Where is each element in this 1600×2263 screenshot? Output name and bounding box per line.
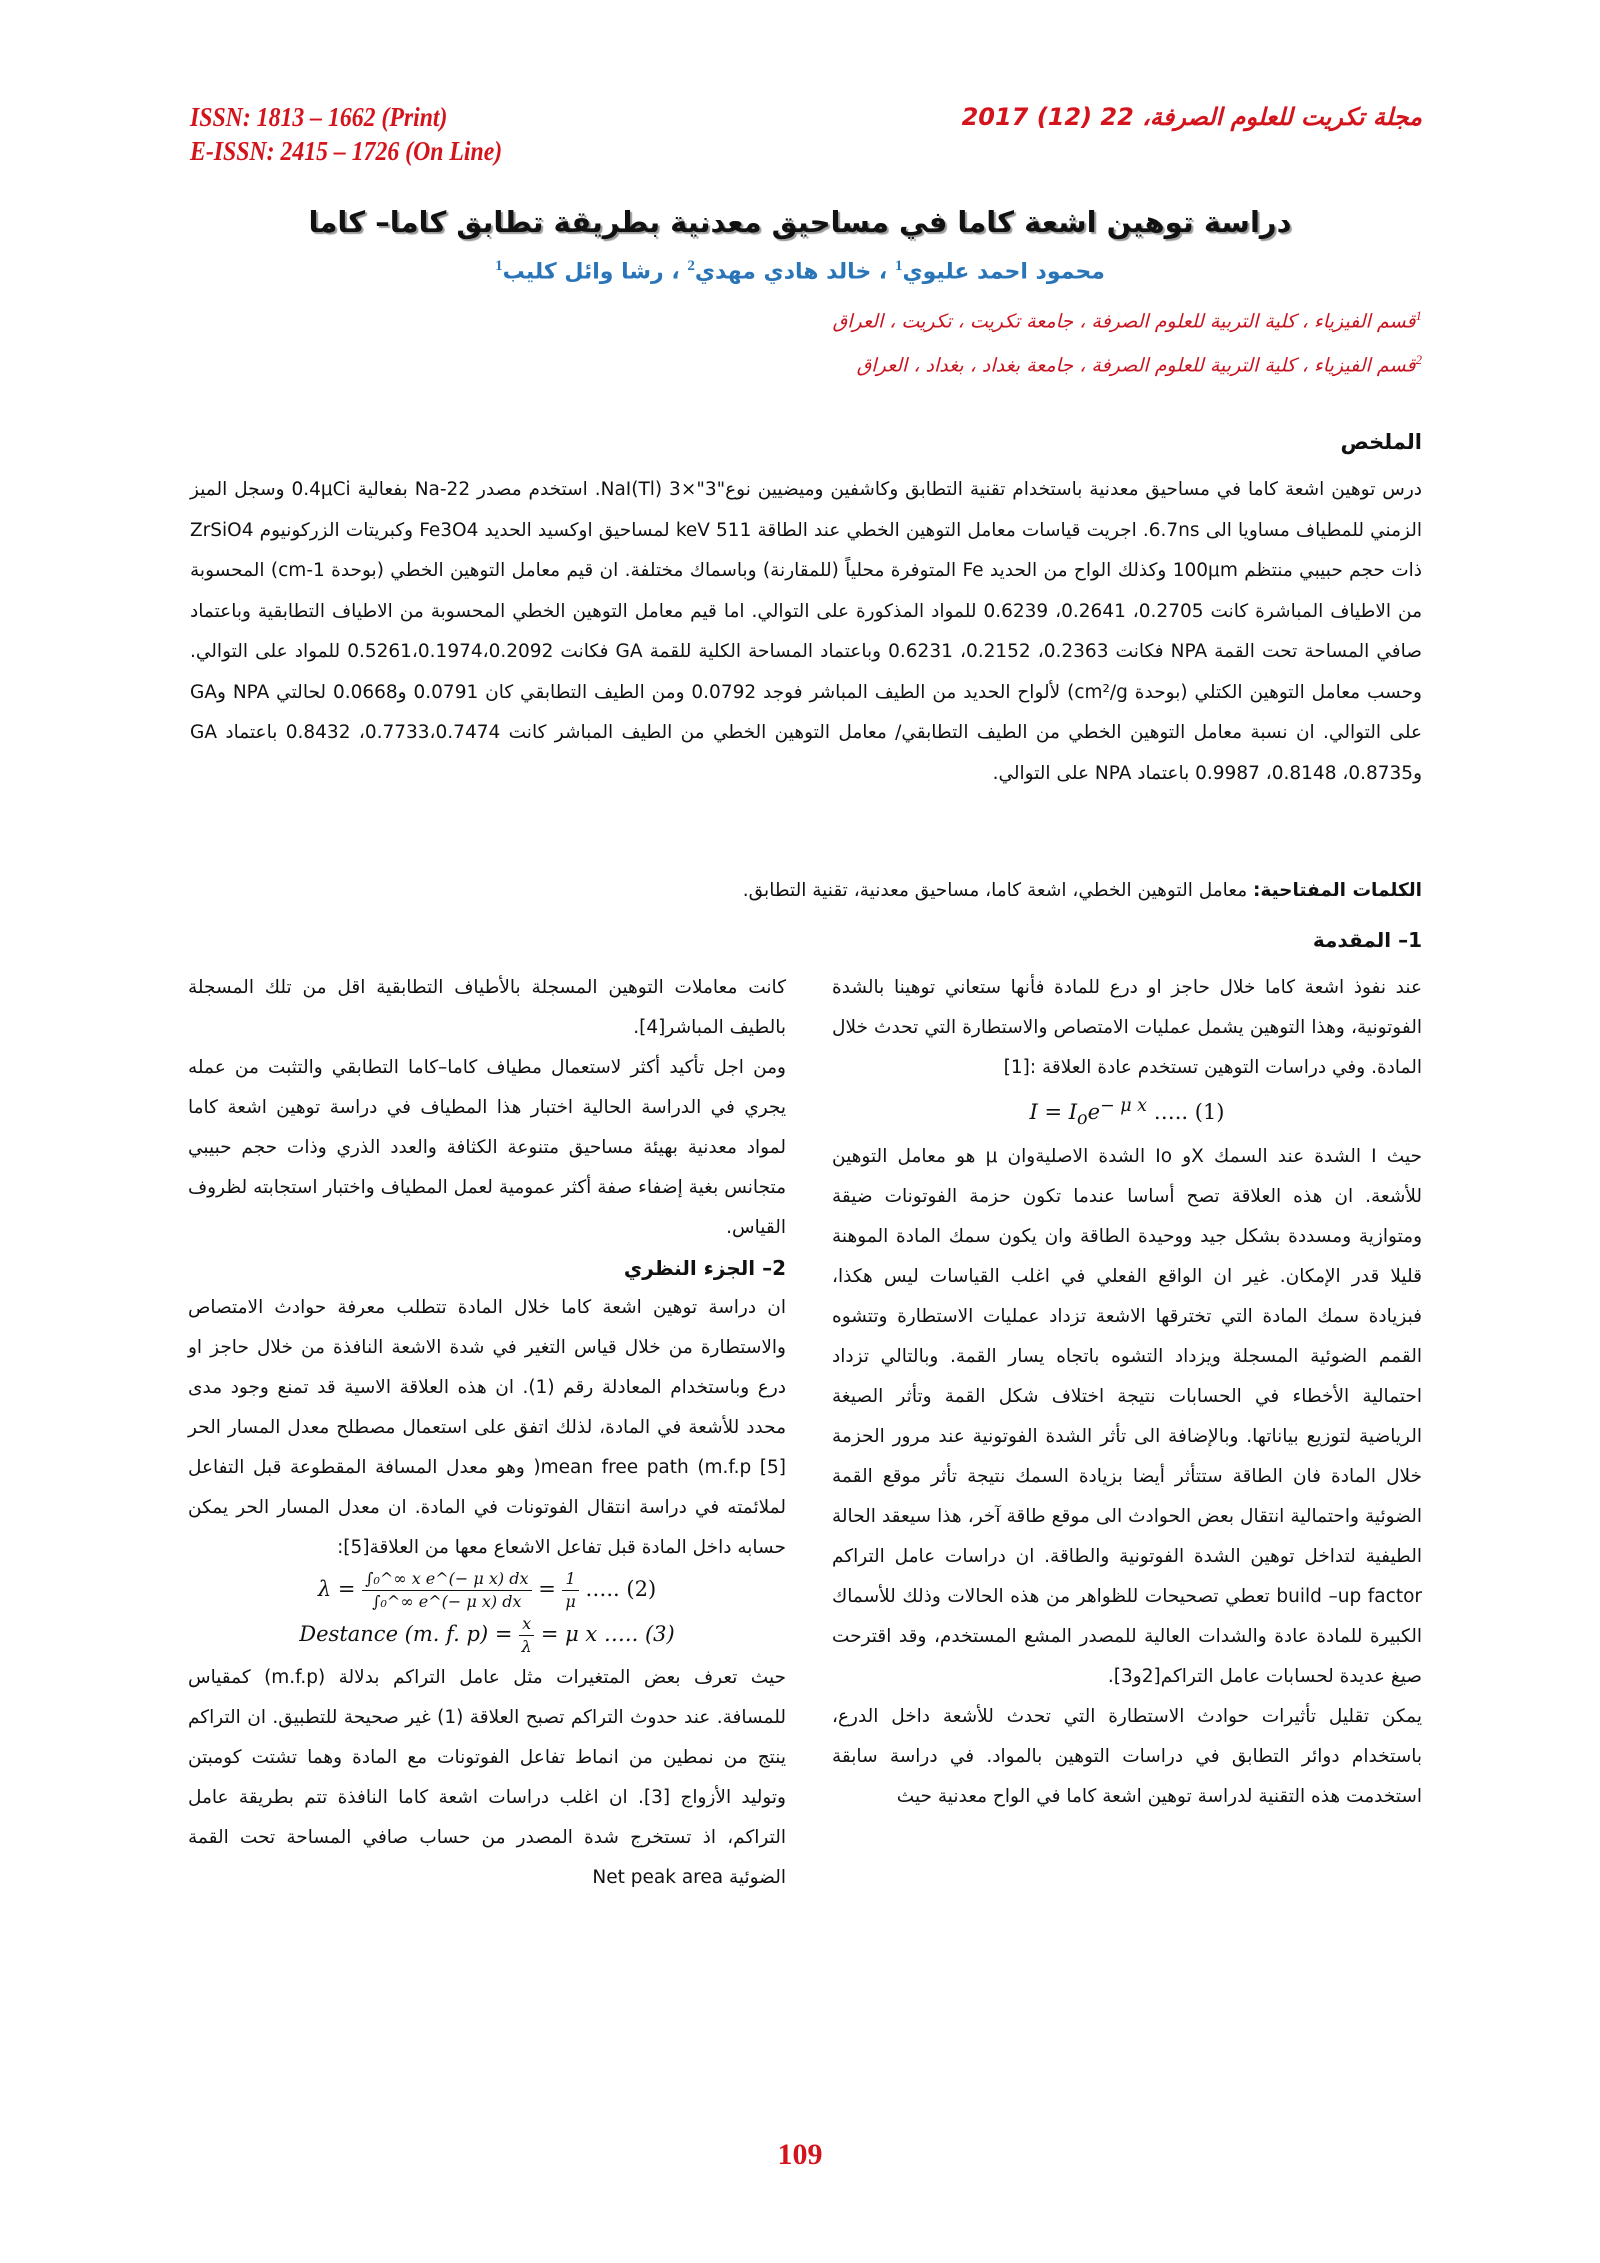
abstract-heading: الملخص <box>1340 430 1422 454</box>
affiliation-text: قسم الفيزياء ، كلية التربية للعلوم الصرفة ، جامعة بغداد ، بغداد ، العراق <box>856 354 1416 377</box>
fraction: $\frac{1}{\mu}$ <box>562 1568 578 1613</box>
paragraph: كانت معاملات التوهين المسجلة بالأطياف التطابقية اقل من تلك المسجلة بالطيف المباشر[4]. <box>188 977 786 1038</box>
author-name: رشا وائل كليب <box>502 259 664 285</box>
author-name: محمود احمد عليوي <box>902 259 1105 285</box>
paragraph: ان دراسة توهين اشعة كاما خلال المادة تتطلب معرفة حوادث الامتصاص والاستطارة من خلال قياس التغير في شدة الاشعة النافذة من خلال حاجز او درع وباستخدام المعادلة رقم (1). ان هذه العلاقة الاسية قد تمنع وجود مدى محدد للأشعة في المادة، لذلك اتفق على استعمال مصطلح معدل المسار الحر mean free path (m.f.p [5]( وهو معدل المسافة المقطوعة قبل التفاعل لملائمته في دراسة انتقال الفوتونات في المادة. ان معدل المسار الحر يمكن حسابه داخل المادة قبل تفاعل الاشعاع معها من العلاقة[5]: <box>188 1297 787 1558</box>
author-separator: ، <box>871 259 895 285</box>
affiliation-number: 1 <box>1415 308 1422 323</box>
page-number: 109 <box>777 2138 823 2171</box>
affiliation <box>832 308 1422 332</box>
equation-3: Destance (m. f. p) = $\frac{x}{\lambda}$ = μ x ….. (3) <box>299 1614 675 1656</box>
keywords <box>190 880 1422 901</box>
right-column <box>832 968 1422 1817</box>
equation-1: $I = I_oe^{- \mu x}$ ….. (1) <box>1029 1096 1225 1130</box>
section-heading-introduction: 1– المقدمة <box>1312 928 1422 952</box>
section-heading-theory: 2– الجزء النظري <box>623 1256 786 1280</box>
issn-block <box>190 100 502 168</box>
journal-citation: مجلة تكريت للعلوم الصرفة، 22 (12) 2017 <box>961 103 1422 131</box>
author-affiliation-mark: 1 <box>495 258 503 274</box>
affiliation-text: قسم الفيزياء ، كلية التربية للعلوم الصرفة ، جامعة تكريت ، تكريت ، العراق <box>832 310 1416 333</box>
author-name: خالد هادي مهدي <box>694 259 872 285</box>
paragraph: ومن اجل تأكيد أكثر لاستعمال مطياف كاما–كاما التطابقي والتثبت من عمله يجري في الدراسة الحالية اختبار هذا المطياف في دراسة توهين اشعة كاما لمواد معدنية بهيئة مساحيق متنوعة الكثافة والعدد الذري وذات حجم حبيبي متجانس بغية إضفاء صفة أكثر عمومية لعمل المطياف واختبار استجابته لظروف القياس. <box>188 1057 786 1238</box>
author-list <box>0 258 1600 284</box>
affiliation <box>857 352 1422 376</box>
issn-online: E-ISSN: 2415 – 1726 (On Line) <box>190 136 503 166</box>
keywords-text: معامل التوهين الخطي، اشعة كاما، مساحيق معدنية، تقنية التطابق. <box>742 880 1254 901</box>
left-column <box>188 968 786 1898</box>
paragraph: حيث تعرف بعض المتغيرات مثل عامل التراكم بدلالة (m.f.p) كمقياس للمسافة. عند حدوث التراكم تصبح العلاقة (1) غير صحيحة للتطبيق. ان التراكم ينتج من نمطين من انماط تفاعل الفوتونات مع المادة وهما تشتت كومبتن وتوليد الأزواج [3]. ان اغلب دراسات اشعة كاما النافذة تتم بطريقة عامل التراكم، اذ تستخرج شدة المصدر من حساب صافي المساحة تحت القمة الضوئية Net peak area <box>188 1667 786 1888</box>
equation-2: λ = $\frac{\text{∫₀\textasciicircum{}∞ x e\textasciicircum{}(− μ x) dx}}{\text{∫₀\textasciicircum{}∞ e\textasciicircum{}(− μ x) dx}}$ = $\frac{1}{\mu}$ ….. (2) <box>317 1569 657 1611</box>
issn-print: ISSN: 1813 – 1662 (Print) <box>190 102 448 132</box>
abstract-text: درس توهين اشعة كاما في مساحيق معدنية باستخدام تقنية التطابق وكاشفين وميضيين نوع"3"×3 (NaI(Tl. استخدم مصدر Na-22 بفعالية 0.4μCi وسجل الميز الزمني للمطياف مساويا الى 6.7ns. اجريت قياسات معامل التوهين الخطي عند الطاقة keV 511 لمساحيق اوكسيد الحديد Fe3O4 وكبريتات الزركونيوم ZrSiO4 ذات حجم حبيبي منتظم 100μm وكذلك الواح من الحديد Fe المتوفرة محلياً (للمقارنة) وباسماك مختلفة. ان قيم معامل التوهين الخطي (بوحدة cm-1) المحسوبة من الاطياف المباشرة كانت 0.2705، 0.2641، 0.6239 للمواد المذكورة على التوالي. اما قيم معامل التوهين الخطي المحسوبة من الاطياف التطابقية وباعتماد صافي المساحة تحت القمة NPA فكانت 0.2363، 0.2152، 0.6231 وباعتماد المساحة الكلية للقمة GA فكانت 0.5261،0.1974،0.2092 للمواد على التوالي. وحسب معامل التوهين الكتلي (بوحدة cm²/g) لألواح الحديد من الطيف المباشر فوجد 0.0792 ومن الطيف التطابقي كان 0.0791 و0.0668 لحالتي NPA وGA على التوالي. ان نسبة معامل التوهين الخطي من الطيف التطابقي/ معامل التوهين الخطي من الطيف المباشر كانت 0.7733،0.7474، 0.8432 باعتماد GA و0.8735، 0.8148، 0.9987 باعتماد NPA على التوالي. <box>190 479 1423 784</box>
paragraph: يمكن تقليل تأثيرات حوادث الاستطارة التي تحدث للأشعة داخل الدرع، باستخدام دوائر التطابق في دراسات التوهين بالمواد. في دراسة سابقة استخدمت هذه التقنية لدراسة توهين اشعة كاما في الواح معدنية حيث <box>832 1706 1422 1808</box>
author-affiliation-mark: 1 <box>894 258 903 274</box>
fraction: $\frac{\text{∫₀\textasciicircum{}∞ x e\textasciicircum{}(− μ x) dx}}{\text{∫₀\textasciicircum{}∞ e\textasciicircum{}(− μ x) dx}}$ <box>362 1568 531 1613</box>
author-separator: ، <box>663 259 688 285</box>
author-affiliation-mark: 2 <box>687 258 695 274</box>
affiliation-number: 2 <box>1415 352 1422 367</box>
paragraph: عند نفوذ اشعة كاما خلال حاجز او درع للمادة فأنها ستعاني توهينا بالشدة الفوتونية، وهذا التوهين يشمل عمليات الامتصاص والاستطارة التي تحدث خلال المادة. وفي دراسات التوهين تستخدم عادة العلاقة :[1] <box>832 977 1422 1078</box>
paragraph: حيث I الشدة عند السمك Xو Io الشدة الاصليةوان μ هو معامل التوهين للأشعة. ان هذه العلاقة تصح أساسا عندما تكون حزمة الفوتونات ضيقة ومتوازية ومسددة بشكل جيد ووحيدة الطاقة وان يكون سمك المادة الموهنة قليلا قدر الإمكان. غير ان الواقع الفعلي في اغلب القياسات ليس هكذا، فبزيادة سمك المادة التي تخترقها الاشعة تزداد عمليات الاستطارة وتتشوه القمم الضوئية المسجلة ويزداد التشوه باتجاه يسار القمة. وبالتالي تزداد احتمالية الأخطاء في الحسابات نتيجة اختلاف شكل القمة وتأثر الصيغة الرياضية لتوزيع بياناتها. وبالإضافة الى تأثر الشدة الفوتونية عند مرور الحزمة خلال المادة فان الطاقة ستتأثر أيضا بزيادة السمك نتيجة تأثر موقع القمة الضوئية واحتمالية انتقال بعض الحوادث الى موقع طاقة آخر، هذا سيعقد الحالة الطيفية لتداخل توهين الشدة الفوتونية والطاقة. ان دراسات عامل التراكم build –up factor تعطي تصحيحات للظواهر من هذه الحالات وذلك للأسماك الكبيرة للمادة عادة والشدات العالية للمصدر المشع المستخدم، وقد اقترحت صيغ عديدة لحسابات عامل التراكم[2و3]. <box>832 1146 1422 1688</box>
paper-title: دراسة توهين اشعة كاما في مساحيق معدنية بطريقة تطابق كاما– كاما <box>308 205 1292 239</box>
fraction: $\frac{x}{\lambda}$ <box>519 1613 534 1658</box>
keywords-label: الكلمات المفتاحية: <box>1253 880 1422 901</box>
